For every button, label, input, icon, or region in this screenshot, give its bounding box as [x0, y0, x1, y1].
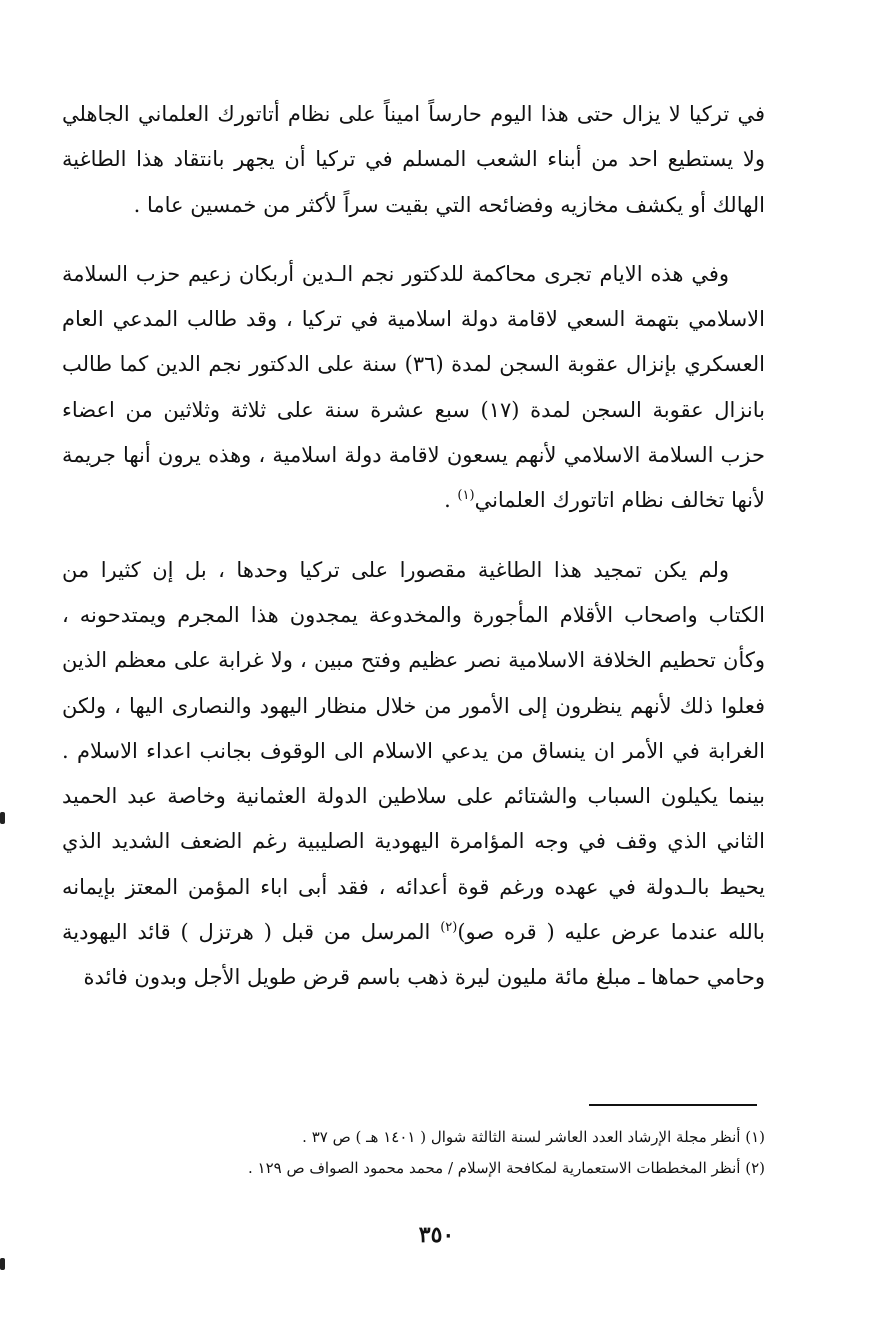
paragraph-2-end: .	[444, 488, 458, 513]
footnote-1: (١) أنظر مجلة الإرشاد العدد العاشر لسنة الثالثة شوال ( ١٤٠١ هـ ) ص ٣٧ .	[302, 1128, 765, 1146]
footnote-2: (٢) أنظر المخططات الاستعمارية لمكافحة الإسلام / محمد محمود الصواف ص ١٢٩ .	[247, 1159, 765, 1177]
page-number: ٣٥٠	[418, 1222, 455, 1248]
scan-mark	[0, 1258, 5, 1270]
footnote-divider	[589, 1104, 757, 1106]
main-text	[62, 92, 765, 1001]
scan-mark	[0, 812, 5, 824]
footnote-ref-1: (١)	[457, 488, 475, 504]
footnotes	[80, 1122, 765, 1184]
footnote-ref-2: (٢)	[440, 920, 458, 936]
paragraph-1	[62, 92, 765, 228]
paragraph-3-end: المرسل من قبل ( هرتزل ) قائد اليهودية وحامي حماها ـ مبلغ مائة مليون ليرة ذهب باسم قرض طويل الأجل وبدون فائدة	[62, 920, 765, 990]
paragraph-3-text: ولم يكن تمجيد هذا الطاغية مقصورا على تركيا وحدها ، بل إن كثيرا من الكتاب واصحاب الأقلام المأجورة والمخدوعة يمجدون هذا المجرم ويمتدحونه ، وكأن تحطيم الخلافة الاسلامية نصر عظيم وفتح مبين ، ولا غرابة على معظم الذين فعلوا ذلك لأنهم ينظرون إلى الأمور من خلال منظار اليهود والنصارى اليها ، ولكن الغرابة في الأمر ان ينساق من يدعي الاسلام الى الوقوف بجانب اعداء الاسلام . بينما يكيلون السباب والشتائم على سلاطين الدولة العثمانية وخاصة عبد الحميد الثاني الذي وقف في وجه المؤامرة اليهودية الصليبية رغم الضعف الشديد الذي يحيط بالـدولة في عهده ورغم قوة أعدائه ، فقد أبى اباء المؤمن المعتز بإيمانه بالله عندما عرض عليه ( قره صو)	[62, 557, 765, 945]
paragraph-2-text: وفي هذه الايام تجرى محاكمة للدكتور نجم الـدين أربكان زعيم حزب السلامة الاسلامي بتهمة السعي لاقامة دولة اسلامية في تركيا ، وقد طالب المدعي العام العسكري بإنزال عقوبة السجن لمدة (٣٦) سنة على الدكتور نجم الدين كما طالب بانزال عقوبة السجن لمدة (١٧) سبع عشرة سنة على ثلاثة وثلاثين من اعضاء حزب السلامة الاسلامي لأنهم يسعون لاقامة دولة اسلامية ، وهذه يرون أنها جريمة لأنها تخالف نظام اتاتورك العلماني	[62, 261, 766, 513]
paragraph-2	[62, 252, 765, 524]
paragraph-3	[62, 548, 765, 1001]
paragraph-1-text: في تركيا لا يزال حتى هذا اليوم حارساً اميناً على نظام أتاتورك العلماني الجاهلي ولا يستطيع احد من أبناء الشعب المسلم في تركيا أن يجهر بانتقاد هذا الطاغية الهالك أو يكشف مخازيه وفضائحه التي بقيت سراً لأكثر من خمسين عاما .	[62, 102, 765, 217]
